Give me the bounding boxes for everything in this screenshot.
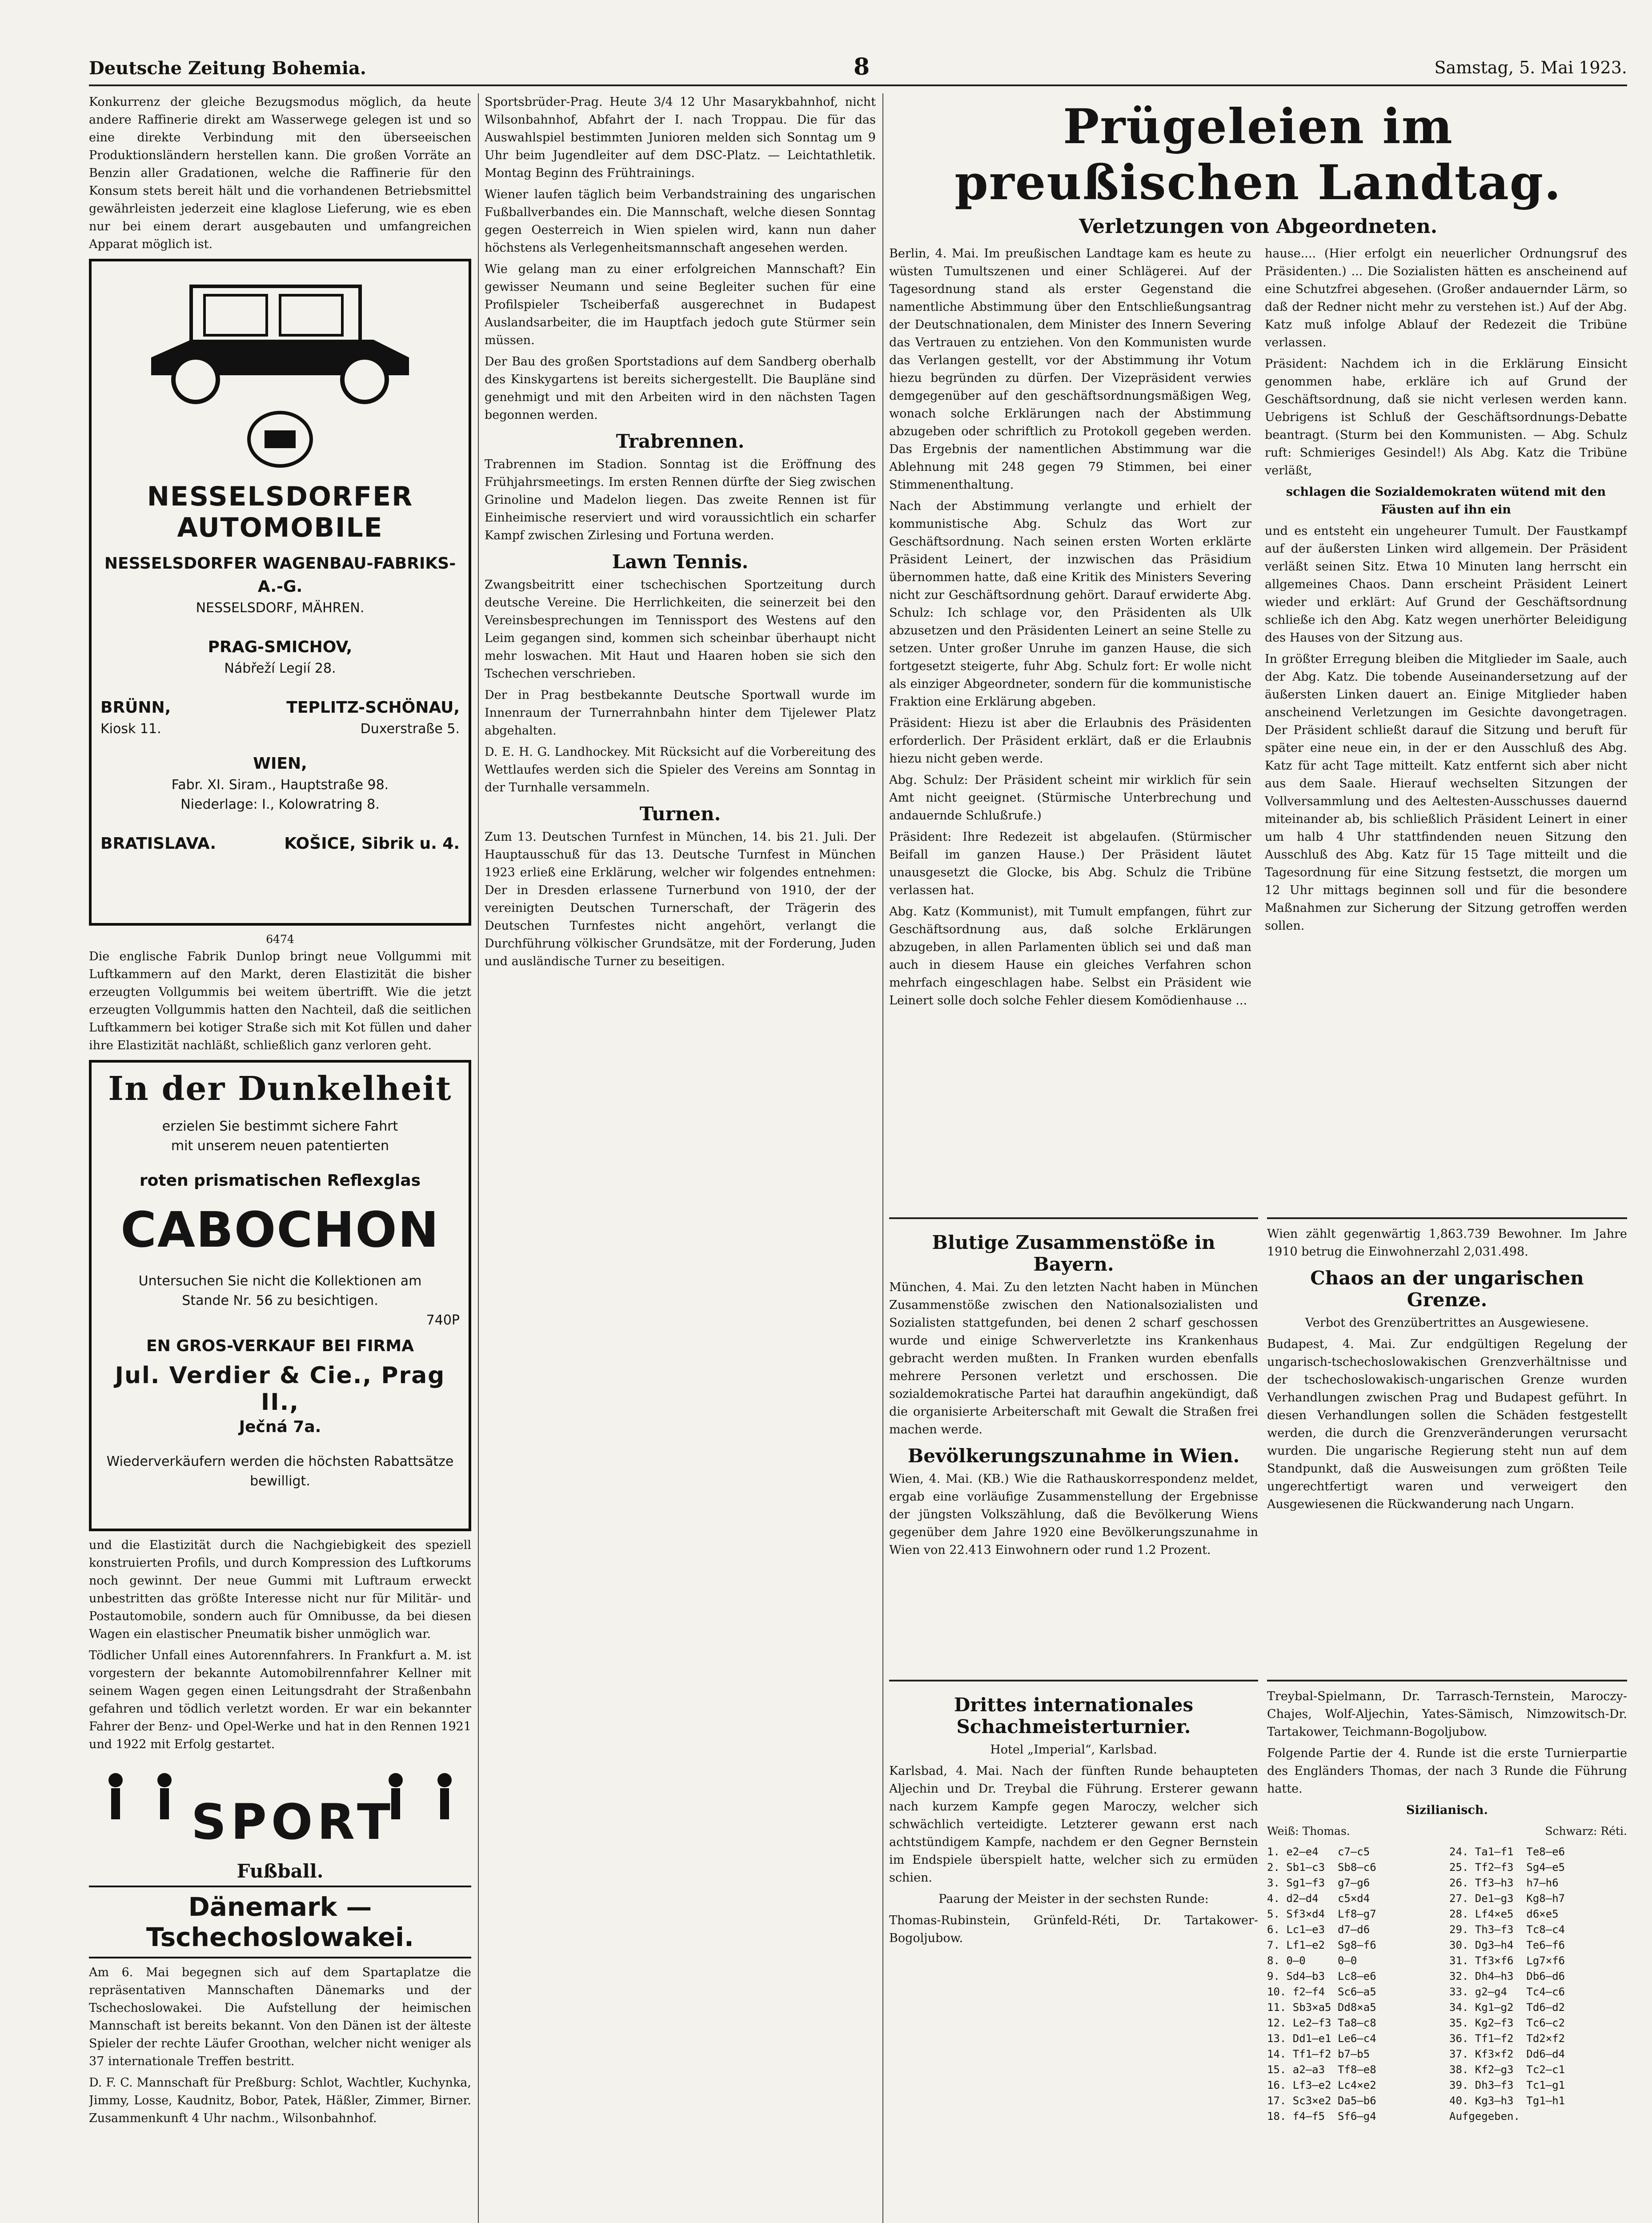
sports-paragraph-2: Wiener laufen täglich beim Verbandstraining des ungarischen Fußballverbandes ein. Die Mannschaft, welche diesen Sonntag gegen Oesterreich in Wien spielen wird, kann nun daher höchstens als Verlegenheitsmannschaft angesehen werden. bbox=[485, 188, 876, 255]
chess-move: 1. e2—e4 c7—c5 bbox=[1267, 1846, 1370, 1858]
border-title: Chaos an der ungarischen Grenze. bbox=[1310, 1267, 1584, 1311]
story-paragraph-9: und es entsteht ein ungeheurer Tumult. Der Faustkampf auf der äußersten Linken wird allgemein. Der Präsident verläßt seinen Sitz. Etwa 10 Minuten lang herrscht ein allgemeines Chaos. Dann erscheint Präsident Leinert wieder und erklärt: Auf Grund der Geschäftsordnung schließe ich den Abg. Katz wegen unerhörter Beleidigung des Hauses von der Sitzung aus. bbox=[1265, 524, 1627, 645]
tennis-title: Lawn Tennis. bbox=[612, 551, 749, 573]
moves-column-left bbox=[1267, 1844, 1445, 2124]
ad-code: 6474 bbox=[266, 933, 294, 946]
chess-move: 24. Ta1—f1 Te8—e6 bbox=[1449, 1846, 1565, 1858]
gymnastics-paragraph: Zum 13. Deutschen Turnfest in München, 14. bis 21. Juli. Der Hauptausschuß für das 13. Deutsche Turnfest in München 1923 erließ eine Erklärung, welcher wir folgendes entnehmen: Der in Dresden erlassene Turnerbund von 1910, der der vereinigten Deutschen Turnerschaft, der Trägerin des Deutschen Turnfestes nicht angehört, verlangt die Durchführung völkischer Grundsätze, mit der Forderung, Juden und ausländische Turner zu beseitigen. bbox=[485, 830, 876, 968]
header-rule bbox=[89, 84, 1627, 86]
automobile-advertisement bbox=[89, 259, 471, 926]
column-3-lower bbox=[889, 1209, 1258, 1654]
vienna-office: WIEN, bbox=[253, 754, 307, 773]
moves-column-right bbox=[1449, 1844, 1627, 2124]
chess-move: 36. Tf1—f2 Td2×f2 bbox=[1449, 2032, 1565, 2045]
chess-move: 3. Sg1—f3 g7—g6 bbox=[1267, 1877, 1370, 1889]
black-player: Schwarz: Réti. bbox=[1545, 1825, 1627, 1838]
gymnastics-title: Turnen. bbox=[639, 803, 721, 825]
pairing-continued: Treybal-Spielmann, Dr. Tarrasch-Ternstein, Maroczy-Chajes, Wolf-Aljechin, Yates-Sämisch, Nimzowitsch-Dr. Tartakower, Teichmann-Bogoljubow. bbox=[1267, 1689, 1627, 1739]
story-paragraph-6: Abg. Katz (Kommunist), mit Tumult empfangen, führt zur Geschäftsordnung aus, daß solche Erklärungen abzugeben, in allen Parlamenten üblich sei und daß man auch in diesem Hause ein gleiches Verfahren schon mehrfach eingeschlagen habe. Selbst ein Präsident wie Leinert solle doch solche Fehler diesem Komödienhause ... bbox=[889, 905, 1251, 1007]
main-story-left bbox=[889, 245, 1251, 1013]
chess-move: 15. a2—a3 Tf8—e8 bbox=[1267, 2063, 1376, 2076]
ad-line-1: erzielen Sie bestimmt sichere Fahrt bbox=[162, 1119, 398, 1134]
column-4-lower bbox=[1267, 1209, 1627, 1654]
chess-move: 16. Lf3—e2 Lc4×e2 bbox=[1267, 2079, 1376, 2091]
vienna-paragraph: Wien, 4. Mai. (KB.) Wie die Rathauskorrespondenz meldet, ergab eine vorläufige Zusammenstellung der Ergebnisse der jüngsten Volkszählung, daß die Bevölkerung Wiens gegenüber dem Jahre 1920 eine Bevölkerungszunahme in Wien von 22.413 Einwohnern oder rund 1.2 Prozent. bbox=[889, 1472, 1258, 1557]
column-2 bbox=[485, 93, 876, 2223]
chess-title: Drittes internationales Schachmeisterturnier. bbox=[954, 1694, 1194, 1737]
chess-move: 4. d2—d4 c5×d4 bbox=[1267, 1892, 1370, 1905]
match-paragraph: Am 6. Mai begegnen sich auf dem Spartaplatze die repräsentativen Mannschaften Dänemarks und der Tschechoslowakei. Die Aufstellung der heimischen Mannschaft ist bereits bekannt. Von den Dänen ist der älteste Spieler der rechte Läufer Groothan, welcher nicht weniger als 37 internationale Treffen bestritt. bbox=[89, 1966, 471, 2068]
chess-section-left bbox=[889, 1672, 1258, 2223]
match-title: Dänemark — Tschechoslowakei. bbox=[146, 1892, 414, 1952]
cabochon-advertisement bbox=[89, 1060, 471, 1531]
chess-move: 33. g2—g4 Tc4—c6 bbox=[1449, 1986, 1565, 1998]
accident-paragraph: Tödlicher Unfall eines Autorennfahrers. In Frankfurt a. M. ist vorgestern der bekannte Automobilrennfahrer Kellner mit seinem Wagen gegen einen Leitungsdraht der Straßenbahn gefahren und tödlich verletzt worden. Er war ein bekannter Fahrer der Benz- und Opel-Werke und hat in den Rennen 1921 und 1922 mit Erfolg gestartet. bbox=[89, 1649, 471, 1751]
chess-move: 8. 0—0 0—0 bbox=[1267, 1954, 1357, 1967]
ad-line-4: Untersuchen Sie nicht die Kollektionen am Stande Nr. 56 zu besichtigen. bbox=[138, 1273, 422, 1308]
chess-move: 7. Lf1—e2 Sg8—f6 bbox=[1267, 1939, 1376, 1951]
ad-line-6: Wiederverkäufern werden die höchsten Rabattsätze bewilligt. bbox=[106, 1454, 454, 1489]
newspaper-page bbox=[89, 53, 1627, 2223]
chess-move: 9. Sd4—b3 Lc8—e6 bbox=[1267, 1970, 1376, 1982]
chess-move: 30. Dg3—h4 Te6—f6 bbox=[1449, 1939, 1565, 1951]
chess-move: 29. Th3—f3 Tc8—c4 bbox=[1449, 1923, 1565, 1936]
company-name: NESSELSDORFER WAGENBAU-FABRIKS-A.-G. bbox=[104, 554, 456, 596]
chess-venue: Hotel „Imperial“, Karlsbad. bbox=[990, 1743, 1157, 1757]
border-paragraph: Budapest, 4. Mai. Zur endgültigen Regelung der ungarisch-tschechoslowakischen Grenzverhältnisse und der tschechoslowakisch-ungarischen Grenze wurden Verhandlungen zwischen Prag und Budapest geführt. In diesen Verhandlungen sollen die Schäden festgestellt werden, die durch die Grenzveränderungen verursacht wurden. Die ungarische Regierung steht nun auf dem Standpunkt, daß die Ausweisungen zum größten Teile ungerechtfertigt waren und verweigert den Ausgewiesenen die Rückwanderung nach Ungarn. bbox=[1267, 1337, 1627, 1511]
story-paragraph-7: hause.... (Hier erfolgt ein neuerlicher Ordnungsruf des Präsidenten.) ... Die Sozialisten hätten es anscheinend auf eine Schutzfrei abgesehen. (Großer andauernder Lärm, so daß der Redner nicht mehr zu verstehen ist.) Auf der Abg. Katz muß infolge Ablauf der Redezeit die Tribüne verlassen. bbox=[1265, 247, 1627, 349]
chess-move: 32. Dh4—h3 Db6—d6 bbox=[1449, 1970, 1565, 1982]
prague-address: Nábřeží Legií 28. bbox=[224, 661, 336, 676]
firm-name: Jul. Verdier & Cie., Prag II., bbox=[115, 1362, 445, 1416]
chess-move: 38. Kf2—g3 Tc2—c1 bbox=[1449, 2063, 1565, 2076]
paper-name: Deutsche Zeitung Bohemia. bbox=[89, 58, 366, 79]
vienna-title: Bevölkerungszunahme in Wien. bbox=[907, 1445, 1240, 1467]
story-paragraph-3: Präsident: Hiezu ist aber die Erlaubnis des Präsidenten erforderlich. Der Präsident erklärt, daß er die Erlaubnis hiezu nicht geben werde. bbox=[889, 716, 1251, 766]
chess-move: 28. Lf4×e5 d6×e5 bbox=[1449, 1908, 1559, 1920]
trotting-paragraph: Trabrennen im Stadion. Sonntag ist die Eröffnung des Frühjahrsmeetings. Im ersten Rennen dürfte der Sieg zwischen Grinoline und Madelon liegen. Das zweite Rennen ist für Einheimische reserviert und wird voraussichtlich ein scharfer Kampf zwischen Zirlesing und Fortuna werden. bbox=[485, 457, 876, 542]
hockey-paragraph: D. E. H. G. Landhockey. Mit Rücksicht auf die Vorbereitung des Wettlaufes werden sich die Spieler des Vereins am Sonntag in der Turnhalle versammeln. bbox=[485, 745, 876, 795]
moves-table bbox=[1267, 1844, 1627, 2124]
chess-move: 12. Le2—f3 Ta8—c8 bbox=[1267, 2017, 1376, 2029]
ad-line-5: EN GROS-VERKAUF BEI FIRMA bbox=[146, 1337, 414, 1355]
main-subheadline: Verletzungen von Abgeordneten. bbox=[1079, 215, 1438, 238]
story-paragraph-10: In größter Erregung bleiben die Mitglieder im Saale, auch der Abg. Katz. Die tobende Auseinandersetzung auf der äußersten Linken dauert an. Einige Mitglieder haben anscheinend Verletzungen im Gesichte davongetragen. Der Präsident schließt darauf die Sitzung und beruft für später eine neue ein, in der er den Ausschluß des Abg. Katz für acht Tage mitteilt. Katz entfernt sich aber nicht aus dem Saale. Hierauf wechselten Sitzungen der Vollversammlung und des Aeltesten-Ausschusses dauernd miteinander ab, bis schließlich Präsident Leinert in einer um halb 4 Uhr stattfindenden neuen Sitzung den Ausschluß des Abg. Katz für 15 Tage mitteilt und die Tagesordnung für eine Sitzung festsetzt, die morgen um 12 Uhr mittags beginnen soll und für die besondere Maßnahmen zur Sicherung der Sitzung getroffen werden sollen. bbox=[1265, 652, 1627, 933]
main-story bbox=[889, 93, 1627, 1192]
ad-line-3: roten prismatischen Reflexglas bbox=[139, 1172, 421, 1190]
vienna-address-1: Fabr. XI. Siram., Hauptstraße 98. bbox=[171, 777, 389, 793]
kosice-office: KOŠICE, Sibrik u. 4. bbox=[284, 835, 460, 853]
story-paragraph-1: Berlin, 4. Mai. Im preußischen Landtage kam es heute zu wüsten Tumultszenen und einer Schlägerei. Auf der Tagesordnung stand als erster Gegenstand die namentliche Abstimmung über den Entschließungsantrag der Deutschnationalen, dem Minister des Innern Severing das Vertrauen zu entziehen. Von den Kommunisten wurde das Verlangen gestellt, vor der Abstimmung ihr Votum hiezu begründen zu dürfen. Der Vizepräsident verwies demgegenüber auf den geschäftsordnungsmäßigen Weg, wonach solche Erklärungen nach der Abstimmung abzugeben oder schriftlich zu Protokoll gegeben werden. Das Ergebnis der namentlichen Abstimmung war die Ablehnung mit 248 gegen 79 Stimmen, bei einer Stimmenenthaltung. bbox=[889, 247, 1251, 492]
car-illustration bbox=[124, 269, 436, 406]
chess-move: 14. Tf1—f2 b7—b5 bbox=[1267, 2048, 1370, 2060]
bavaria-paragraph: München, 4. Mai. Zu den letzten Nacht haben in München Zusammenstöße zwischen den Nationalsozialisten und Sozialisten stattgefunden, bei denen 2 scharf geschossen wurde und einige Schwerverletzte ins Krankenhaus gebracht werden mußten. In Franken wurden ebenfalls mehrere Personen verletzt und erschossen. Die sozialdemokratische Partei hat daraufhin angekündigt, daß die organisierte Arbeiterschaft mit Gewalt die Straßen frei machen werde. bbox=[889, 1280, 1258, 1437]
chess-move: 26. Tf3—h3 h7—h6 bbox=[1449, 1877, 1559, 1889]
sports-paragraph-4: Der Bau des großen Sportstadions auf dem Sandberg oberhalb des Kinskygartens ist bereits sichergestellt. Die Baupläne sind genehmigt und mit den Arbeiten wird in den nächsten Tagen begonnen werden. bbox=[485, 355, 876, 422]
main-headline: Prügeleien im preußischen Landtag. bbox=[954, 99, 1562, 211]
tennis-paragraph-2: Der in Prag bestbekannte Deutsche Sportwall wurde im Innenraum der Turnerrahnbahn hinter dem Tijelewer Platz abgehalten. bbox=[485, 688, 876, 738]
chess-move: 25. Tf2—f3 Sg4—e5 bbox=[1449, 1861, 1565, 1874]
vienna-address-2: Niederlage: I., Kolowratring 8. bbox=[180, 797, 380, 812]
chess-move: 31. Tf3×f6 Lg7×f6 bbox=[1449, 1954, 1565, 1967]
pairing-list: Thomas-Rubinstein, Grünfeld-Réti, Dr. Tartakower-Bogoljubow. bbox=[889, 1914, 1258, 1945]
chess-move: 10. f2—f4 Sc6—a5 bbox=[1267, 1986, 1376, 1998]
chess-move: 2. Sb1—c3 Sb8—c6 bbox=[1267, 1861, 1376, 1874]
main-story-right bbox=[1265, 245, 1627, 1013]
sport-banner bbox=[89, 1762, 471, 1851]
prague-office: PRAG-SMICHOV, bbox=[208, 638, 353, 656]
teplitz-address: Duxerstraße 5. bbox=[360, 721, 460, 737]
intro-paragraph: Konkurrenz der gleiche Bezugsmodus möglich, da heute andere Raffinerie direkt am Wasserwege gelegen ist und so eine direkte Verbindung mit den überseeischen Produktionsländern herstellen kann. Die großen Vorräte an Benzin aller Gradationen, welche die Raffinerie für den Konsum stets bereit hält und die vorhandenen Betriebsmittel gewährleisten jederzeit eine klaglose Lieferung, wie es eben nur bei einem derart ausgebauten und umfangreichen Apparat möglich ist. bbox=[89, 95, 471, 251]
chess-move: 39. Dh3—f3 Tc1—g1 bbox=[1449, 2079, 1565, 2091]
column-1 bbox=[89, 93, 471, 2223]
story-paragraph-2: Nach der Abstimmung verlangte und erhielt der kommunistische Abg. Schulz das Wort zur Geschäftsordnung. Nach seinen ersten Worten erklärte Präsident Leinert, der inzwischen das Präsidium übernommen hatte, daß eine Kritik des Ministers Severing nicht zur Geschäftsordnung gehört. Darauf erwiderte Abg. Schulz: Ich schlage vor, den Präsidenten als Ulk abzusetzen und den Präsidenten Leinert an seine Stelle zu setzen. Unter großer Unruhe im ganzen Hause, die sich fortgesetzt steigerte, fuhr Abg. Schulz fort: Er wolle nicht als einziger Abgeordneter, sondern für die kommunistische Fraktion eine Erklärung abgeben. bbox=[889, 499, 1251, 709]
white-player: Weiß: Thomas. bbox=[1267, 1825, 1350, 1838]
chess-move: 5. Sf3×d4 Lf8—g7 bbox=[1267, 1908, 1376, 1920]
page-number: 8 bbox=[854, 53, 870, 80]
border-subtitle: Verbot des Grenzübertrittes an Ausgewiesene. bbox=[1305, 1316, 1589, 1330]
match-paragraph-2: D. F. C. Mannschaft für Preßburg: Schlot, Wachtler, Kuchynka, Jimmy, Losse, Kaudnitz, Bobor, Patek, Häßler, Zimmer, Birner. Zusammenkunft 4 Uhr nachm., Wilsonbahnhof. bbox=[89, 2076, 471, 2125]
brand-name: NESSELSDORFER AUTOMOBILE bbox=[147, 481, 413, 543]
company-place: NESSELSDORF, MÄHREN. bbox=[196, 600, 365, 616]
chess-section-right bbox=[1267, 1672, 1627, 2223]
sports-paragraph-1: Sportsbrüder-Prag. Heute 3/4 12 Uhr Masarykbahnhof, nicht Wilsonbahnhof, Abfahrt der I. nach Troppau. Die für das Auswahlspiel bestimmten Junioren melden sich Sonntag um 9 Uhr beim Jugendleiter auf dem DSC-Platz. — Leichtathletik. Montag Beginn des Frühtrainings. bbox=[485, 95, 876, 180]
chess-move: 27. De1—g3 Kg8—h7 bbox=[1449, 1892, 1565, 1905]
chess-paragraph: Karlsbad, 4. Mai. Nach der fünften Runde behaupteten Aljechin und Dr. Treybal die Führung. Ersterer gewann nach kurzem Kampfe gegen Maroczy, welcher sich schwächlich verteidigte. Letzterer gewann erst nach achtstündigem Kampfe, nachdem er den Gegner Bernstein im Endspiele überspielt hatte, welcher sich zu ermüden schien. bbox=[889, 1764, 1258, 1885]
ad-line-2: mit unserem neuen patentierten bbox=[171, 1138, 389, 1154]
brunn-office: BRÜNN, bbox=[100, 698, 171, 717]
sport-banner-text: SPORT bbox=[191, 1794, 395, 1850]
ad-code-2: 740P bbox=[426, 1312, 460, 1328]
after-ad-paragraph: und die Elastizität durch die Nachgiebigkeit des speziell konstruierten Profils, und durch Kompression des Luftkorums noch gewinnt. Der neue Gummi mit Luftraum erweckt unbestritten das größte Interesse nicht nur für Militär- und Postautomobile, sondern auch für Omnibusse, da bei diesen Wagen ein elastischer Pneumatik bisher unmöglich war. bbox=[89, 1538, 471, 1641]
trotting-title: Trabrennen. bbox=[616, 430, 745, 452]
firm-street: Ječná 7a. bbox=[239, 1418, 321, 1436]
chess-move: 6. Lc1—e3 d7—d6 bbox=[1267, 1923, 1370, 1936]
bavaria-title: Blutige Zusammenstöße in Bayern. bbox=[932, 1232, 1215, 1275]
players-row bbox=[1267, 1823, 1627, 1840]
chess-move: 11. Sb3×a5 Dd8×a5 bbox=[1267, 2001, 1376, 2014]
issue-date: Samstag, 5. Mai 1923. bbox=[1434, 58, 1627, 77]
opening-name: Sizilianisch. bbox=[1406, 1803, 1488, 1817]
page-header bbox=[89, 53, 1627, 80]
column-divider bbox=[882, 93, 883, 2223]
vienna-continued: Wien zählt gegenwärtig 1,863.739 Bewohner. Im Jahre 1910 betrug die Einwohnerzahl 2,031.498. bbox=[1267, 1227, 1627, 1259]
chess-move: 34. Kg1—g2 Td6—d2 bbox=[1449, 2001, 1565, 2014]
chess-move: 35. Kg2—f3 Tc6—c2 bbox=[1449, 2017, 1565, 2029]
story-highlight: schlagen die Sozialdemokraten wütend mit den Fäusten auf ihn ein bbox=[1286, 485, 1606, 517]
chess-move: 13. Dd1—e1 Le6—c4 bbox=[1267, 2032, 1376, 2045]
story-paragraph-5: Präsident: Ihre Redezeit ist abgelaufen. (Stürmischer Beifall im ganzen Hause.) Der Präsident läutet unausgesetzt die Glocke, bis Abg. Schulz die Tribüne verlassen hat. bbox=[889, 830, 1251, 897]
bratislava-office: BRATISLAVA. bbox=[100, 835, 217, 853]
teplitz-office: TEPLITZ-SCHÖNAU, bbox=[286, 698, 460, 717]
tennis-paragraph: Zwangsbeitritt einer tschechischen Sportzeitung durch deutsche Vereine. Die Herrlichkeiten, die seinerzeit bei den Vereinsbesprechungen im Tennissport des Westens auf den Leim gegangen sind, kommen sich scheinbar überhaupt nicht mehr loswachen. Mit Haut und Haaren hoben sie sich den Tschechen verschrieben. bbox=[485, 578, 876, 681]
story-paragraph-4: Abg. Schulz: Der Präsident scheint mir wirklich für sein Amt nicht geeignet. (Stürmische Unterbrechung und andauernde Schlußrufe.) bbox=[889, 773, 1251, 823]
chess-move: 40. Kg3—h3 Tg1—h1 bbox=[1449, 2095, 1565, 2107]
chess-move: 18. f4—f5 Sf6—g4 bbox=[1267, 2110, 1376, 2123]
chess-move: 17. Sc3×e2 Da5—b6 bbox=[1267, 2095, 1376, 2107]
pairing-title: Paarung der Meister in der sechsten Runde: bbox=[938, 1892, 1209, 1906]
brand-emblem-icon bbox=[245, 408, 316, 470]
product-name: CABOCHON bbox=[120, 1201, 440, 1258]
sports-paragraph-3: Wie gelang man zu einer erfolgreichen Mannschaft? Ein gewisser Neumann und seine Begleiter suchen für eine Profilspieler Tscheiberfaß ausgerechnet in Budapest Auslandsarbeiter, die im Hauptfach jedoch gute Stürmer sein müssen. bbox=[485, 262, 876, 347]
chess-move: 37. Kf3×f2 Dd6—d4 bbox=[1449, 2048, 1565, 2060]
dunlop-paragraph: Die englische Fabrik Dunlop bringt neue Vollgummi mit Luftkammern auf den Markt, deren Elastizität die bisher erzeugten Vollgummis bei weitem übertrifft. Wie die jetzt erzeugten Vollgummis hatten den Nachteil, daß die seitlichen Luftkammern bei kotiger Straße sich mit Kot füllen und daher ihre Elastizität nachläßt, schließlich ganz verloren geht. bbox=[89, 950, 471, 1052]
story-paragraph-8: Präsident: Nachdem ich in die Erklärung Einsicht genommen habe, erkläre ich auf Grund der Geschäftsordnung, daß sie nicht verlesen werden kann. Uebrigens ist Schluß der Geschäftsordnungs-Debatte beantragt. (Sturm bei den Kommunisten. — Abg. Schulz ruft: Schmieriges Gesindel!) Als Abg. Katz die Tribüne verläßt, bbox=[1265, 357, 1627, 478]
football-section-title: Fußball. bbox=[237, 1860, 324, 1882]
partie-intro: Folgende Partie der 4. Runde ist die erste Turnierpartie des Engländers Thomas, der nach 3 Runde die Führung hatte. bbox=[1267, 1746, 1627, 1796]
brunn-address: Kiosk 11. bbox=[100, 721, 161, 737]
column-divider bbox=[478, 93, 479, 2223]
chess-move: Aufgegeben. bbox=[1449, 2110, 1520, 2123]
ad-title: In der Dunkelheit bbox=[108, 1070, 452, 1108]
